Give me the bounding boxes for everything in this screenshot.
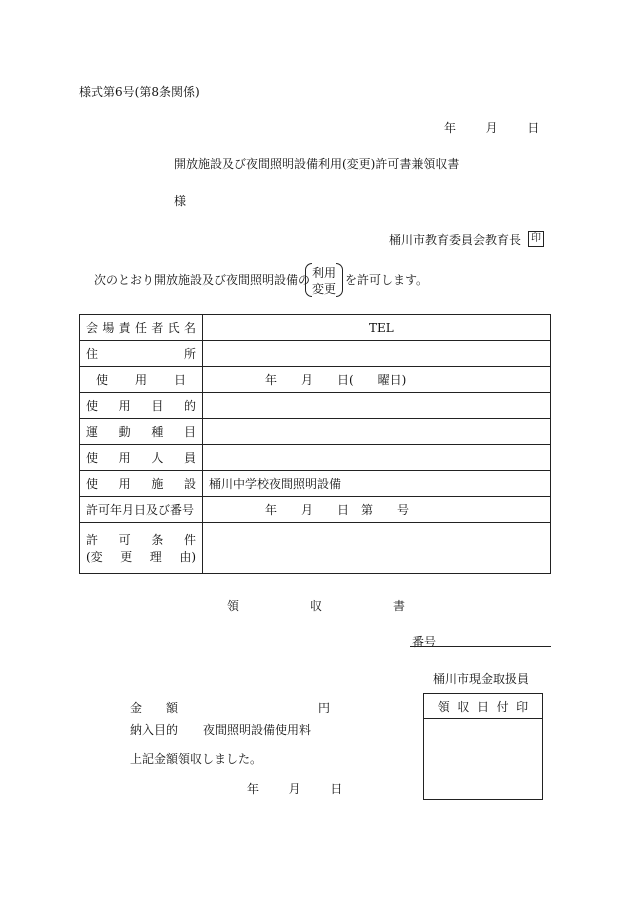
addressee-suffix: 様 xyxy=(174,194,187,208)
table-row xyxy=(80,497,551,523)
issuer-name: 桶川市教育委員会教育長 xyxy=(389,233,522,247)
permission-text-after: を許可します。 xyxy=(345,273,429,287)
table-row xyxy=(80,445,551,471)
cashier-label: 桶川市現金取扱員 xyxy=(433,672,530,686)
date-month: 月 xyxy=(485,121,498,135)
receipt-confirmation: 上記金額領収しました。 xyxy=(130,752,263,766)
date-day: 日 xyxy=(527,121,540,135)
table-row xyxy=(80,367,551,393)
row-label-purpose: 使 用 目 的 xyxy=(80,393,203,419)
receipt-date-day: 日 xyxy=(330,782,343,796)
stamp-box-header: 領 収 日 付 印 xyxy=(424,694,542,719)
row-value-manager[interactable] xyxy=(203,315,551,341)
row-label-manager: 会 場 責 任 者 氏 名 xyxy=(80,315,203,341)
row-label-sport: 運 動 種 目 xyxy=(80,419,203,445)
receipt-number-label: 番号 xyxy=(412,635,437,649)
use-change-selector xyxy=(305,263,343,297)
header-date xyxy=(444,119,539,136)
row-value-address[interactable] xyxy=(203,341,551,367)
tel-label: TEL xyxy=(369,320,394,335)
permission-text-before: 次のとおり開放施設及び夜間照明設備の xyxy=(94,273,311,287)
purpose-label: 納入目的 xyxy=(130,723,179,737)
table-row xyxy=(80,393,551,419)
table-row xyxy=(80,419,551,445)
receipt-title: 領 収 書 xyxy=(227,599,405,613)
row-label-address: 住 所 xyxy=(80,341,203,367)
table-row xyxy=(80,523,551,574)
receipt-number-line xyxy=(410,646,551,647)
row-label-permit-date-number: 許可年月日及び番号 xyxy=(80,497,203,523)
row-label-headcount: 使 用 人 員 xyxy=(80,445,203,471)
option-use: 利用 xyxy=(311,266,336,280)
form-number: 様式第6号(第8条関係) xyxy=(79,85,200,99)
seal-mark: 印 xyxy=(528,231,544,247)
row-value-use-date[interactable]: 年 月 日( 曜日) xyxy=(203,367,551,393)
receipt-date xyxy=(247,780,342,797)
row-value-facility[interactable]: 桶川中学校夜間照明設備 xyxy=(203,471,551,497)
receipt-date-year: 年 xyxy=(247,782,260,796)
table-row xyxy=(80,471,551,497)
row-label-conditions: 許 可 条 件 (変 更 理 由) xyxy=(80,523,203,574)
row-label-facility: 使 用 施 設 xyxy=(80,471,203,497)
table-row xyxy=(80,341,551,367)
amount-label: 金 額 xyxy=(130,701,179,715)
row-value-permit-date-number[interactable]: 年 月 日 第 号 xyxy=(203,497,551,523)
row-label-use-date: 使 用 日 xyxy=(80,367,203,393)
receipt-date-stamp-box xyxy=(423,693,543,800)
row-value-sport[interactable] xyxy=(203,419,551,445)
row-value-conditions[interactable] xyxy=(203,523,551,574)
option-change: 変更 xyxy=(311,282,336,296)
row-value-headcount[interactable] xyxy=(203,445,551,471)
table-row xyxy=(80,315,551,341)
amount-unit: 円 xyxy=(318,701,331,715)
document-title: 開放施設及び夜間照明設備利用(変更)許可書兼領収書 xyxy=(174,157,460,171)
row-value-purpose[interactable] xyxy=(203,393,551,419)
purpose-value: 夜間照明設備使用料 xyxy=(203,723,312,737)
permit-table xyxy=(79,314,551,574)
receipt-date-month: 月 xyxy=(288,782,301,796)
date-year: 年 xyxy=(444,121,457,135)
